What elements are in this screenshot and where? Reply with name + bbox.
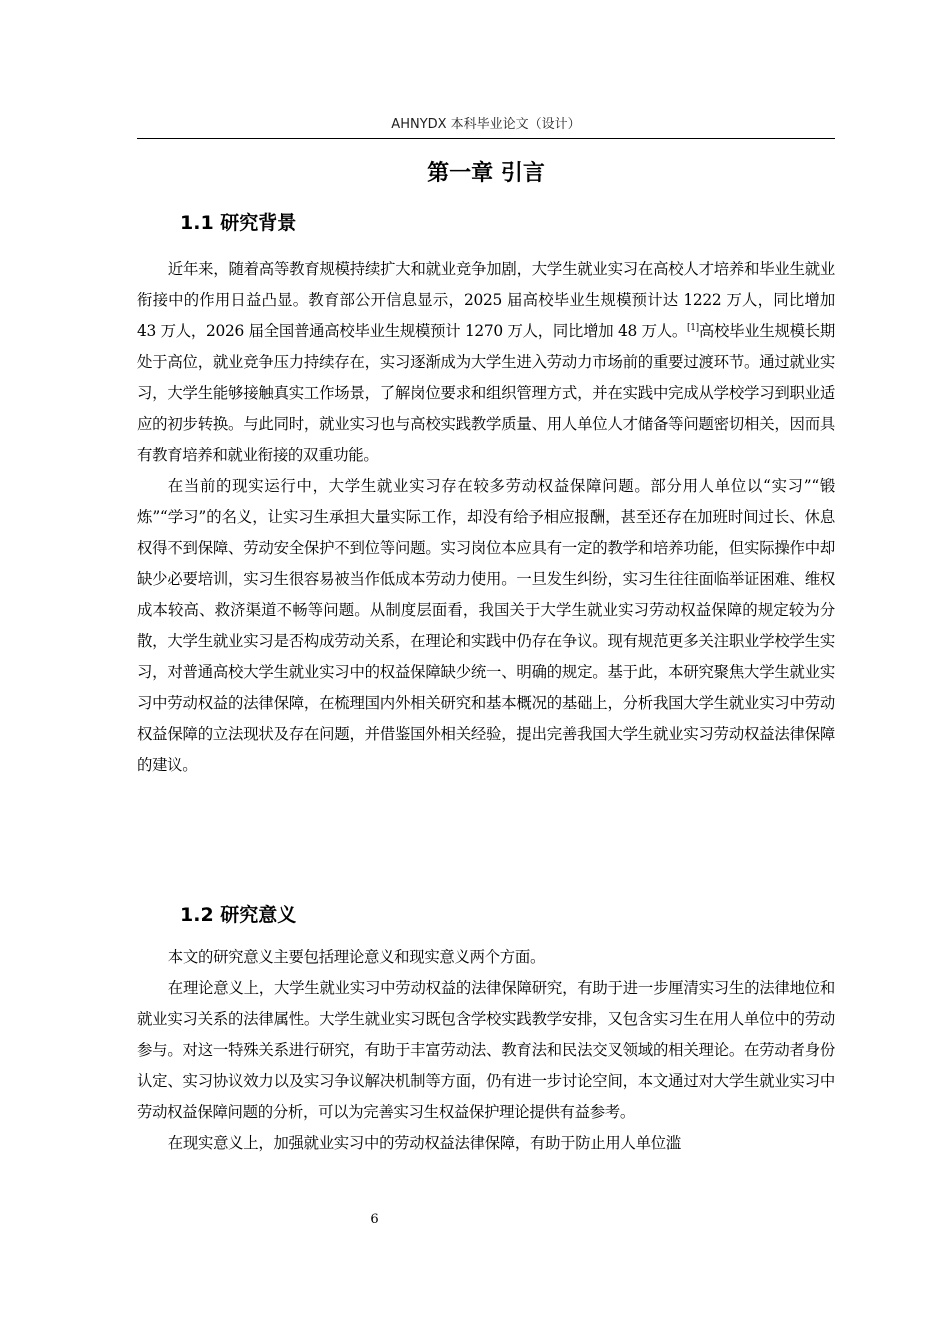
paragraph-text: 高校毕业生规模长期处于高位，就业竞争压力持续存在，实习逐渐成为大学生进入劳动力市场前的重要过渡环节。通过就业实习，大学生能够接触真实工作场景，了解岗位要求和组织管理方式，并在实践中完成从学校学习到职业适应的初步转换。与此同时，就业实习也与高校实践教学质量、用人单位人才储备等问题密切相关，因而具有教育培养和就业衔接的双重功能。 [137, 322, 835, 464]
paragraph: 在理论意义上，大学生就业实习中劳动权益的法律保障研究，有助于进一步厘清实习生的法律地位和就业实习关系的法律属性。大学生就业实习既包含学校实践教学安排，又包含实习生在用人单位中的劳动参与。对这一特殊关系进行研究，有助于丰富劳动法、教育法和民法交叉领域的相关理论。在劳动者身份认定、实习协议效力以及实习争议解决机制等方面，仍有进一步讨论空间，本文通过对大学生就业实习中劳动权益保障问题的分析，可以为完善实习生权益保护理论提供有益参考。 [137, 979, 835, 1121]
paragraph [137, 254, 835, 471]
page-number: 6 [370, 1212, 379, 1227]
citation-ref: [1] [687, 322, 699, 333]
paragraph: 在现实意义上，加强就业实习中的劳动权益法律保障，有助于防止用人单位滥 [167, 1134, 681, 1152]
paragraph-text: 近年来，随着高等教育规模持续扩大和就业竞争加剧，大学生就业实习在高校人才培养和毕业生就业衔接中的作用日益凸显。教育部公开信息显示，2025 届高校毕业生规模预计达 1222 万人，同比增加 43 万人，2026 届全国普通高校毕业生规模预计 1270 万人，同比增加 48 万人。 [137, 260, 835, 340]
header-rule [137, 138, 835, 139]
paragraph: 本文的研究意义主要包括理论意义和现实意义两个方面。 [167, 948, 546, 966]
section-body-significance [137, 942, 835, 1159]
paragraph: 在当前的现实运行中，大学生就业实习存在较多劳动权益保障问题。部分用人单位以“实习”“锻炼”“学习”的名义，让实习生承担大量实际工作，却没有给予相应报酬，甚至还存在加班时间过长、休息权得不到保障、劳动安全保护不到位等问题。实习岗位本应具有一定的教学和培养功能，但实际操作中却缺少必要培训，实习生很容易被当作低成本劳动力使用。一旦发生纠纷，实习生往往面临举证困难、维权成本较高、救济渠道不畅等问题。从制度层面看，我国关于大学生就业实习劳动权益保障的规定较为分散，大学生就业实习是否构成劳动关系，在理论和实践中仍存在争议。现有规范更多关注职业学校学生实习，对普通高校大学生就业实习中的权益保障缺少统一、明确的规定。基于此，本研究聚焦大学生就业实习中劳动权益的法律保障，在梳理国内外相关研究和基本概况的基础上，分析我国大学生就业实习中劳动权益保障的立法现状及存在问题，并借鉴国外相关经验，提出完善我国大学生就业实习劳动权益法律保障的建议。 [137, 477, 835, 774]
section-title-significance: 1.2 研究意义 [180, 904, 297, 926]
running-header: AHNYDX 本科毕业论文（设计） [391, 117, 581, 132]
chapter-title: 第一章 引言 [427, 161, 545, 186]
section-title-background: 1.1 研究背景 [180, 212, 297, 234]
section-body-background [137, 254, 835, 781]
